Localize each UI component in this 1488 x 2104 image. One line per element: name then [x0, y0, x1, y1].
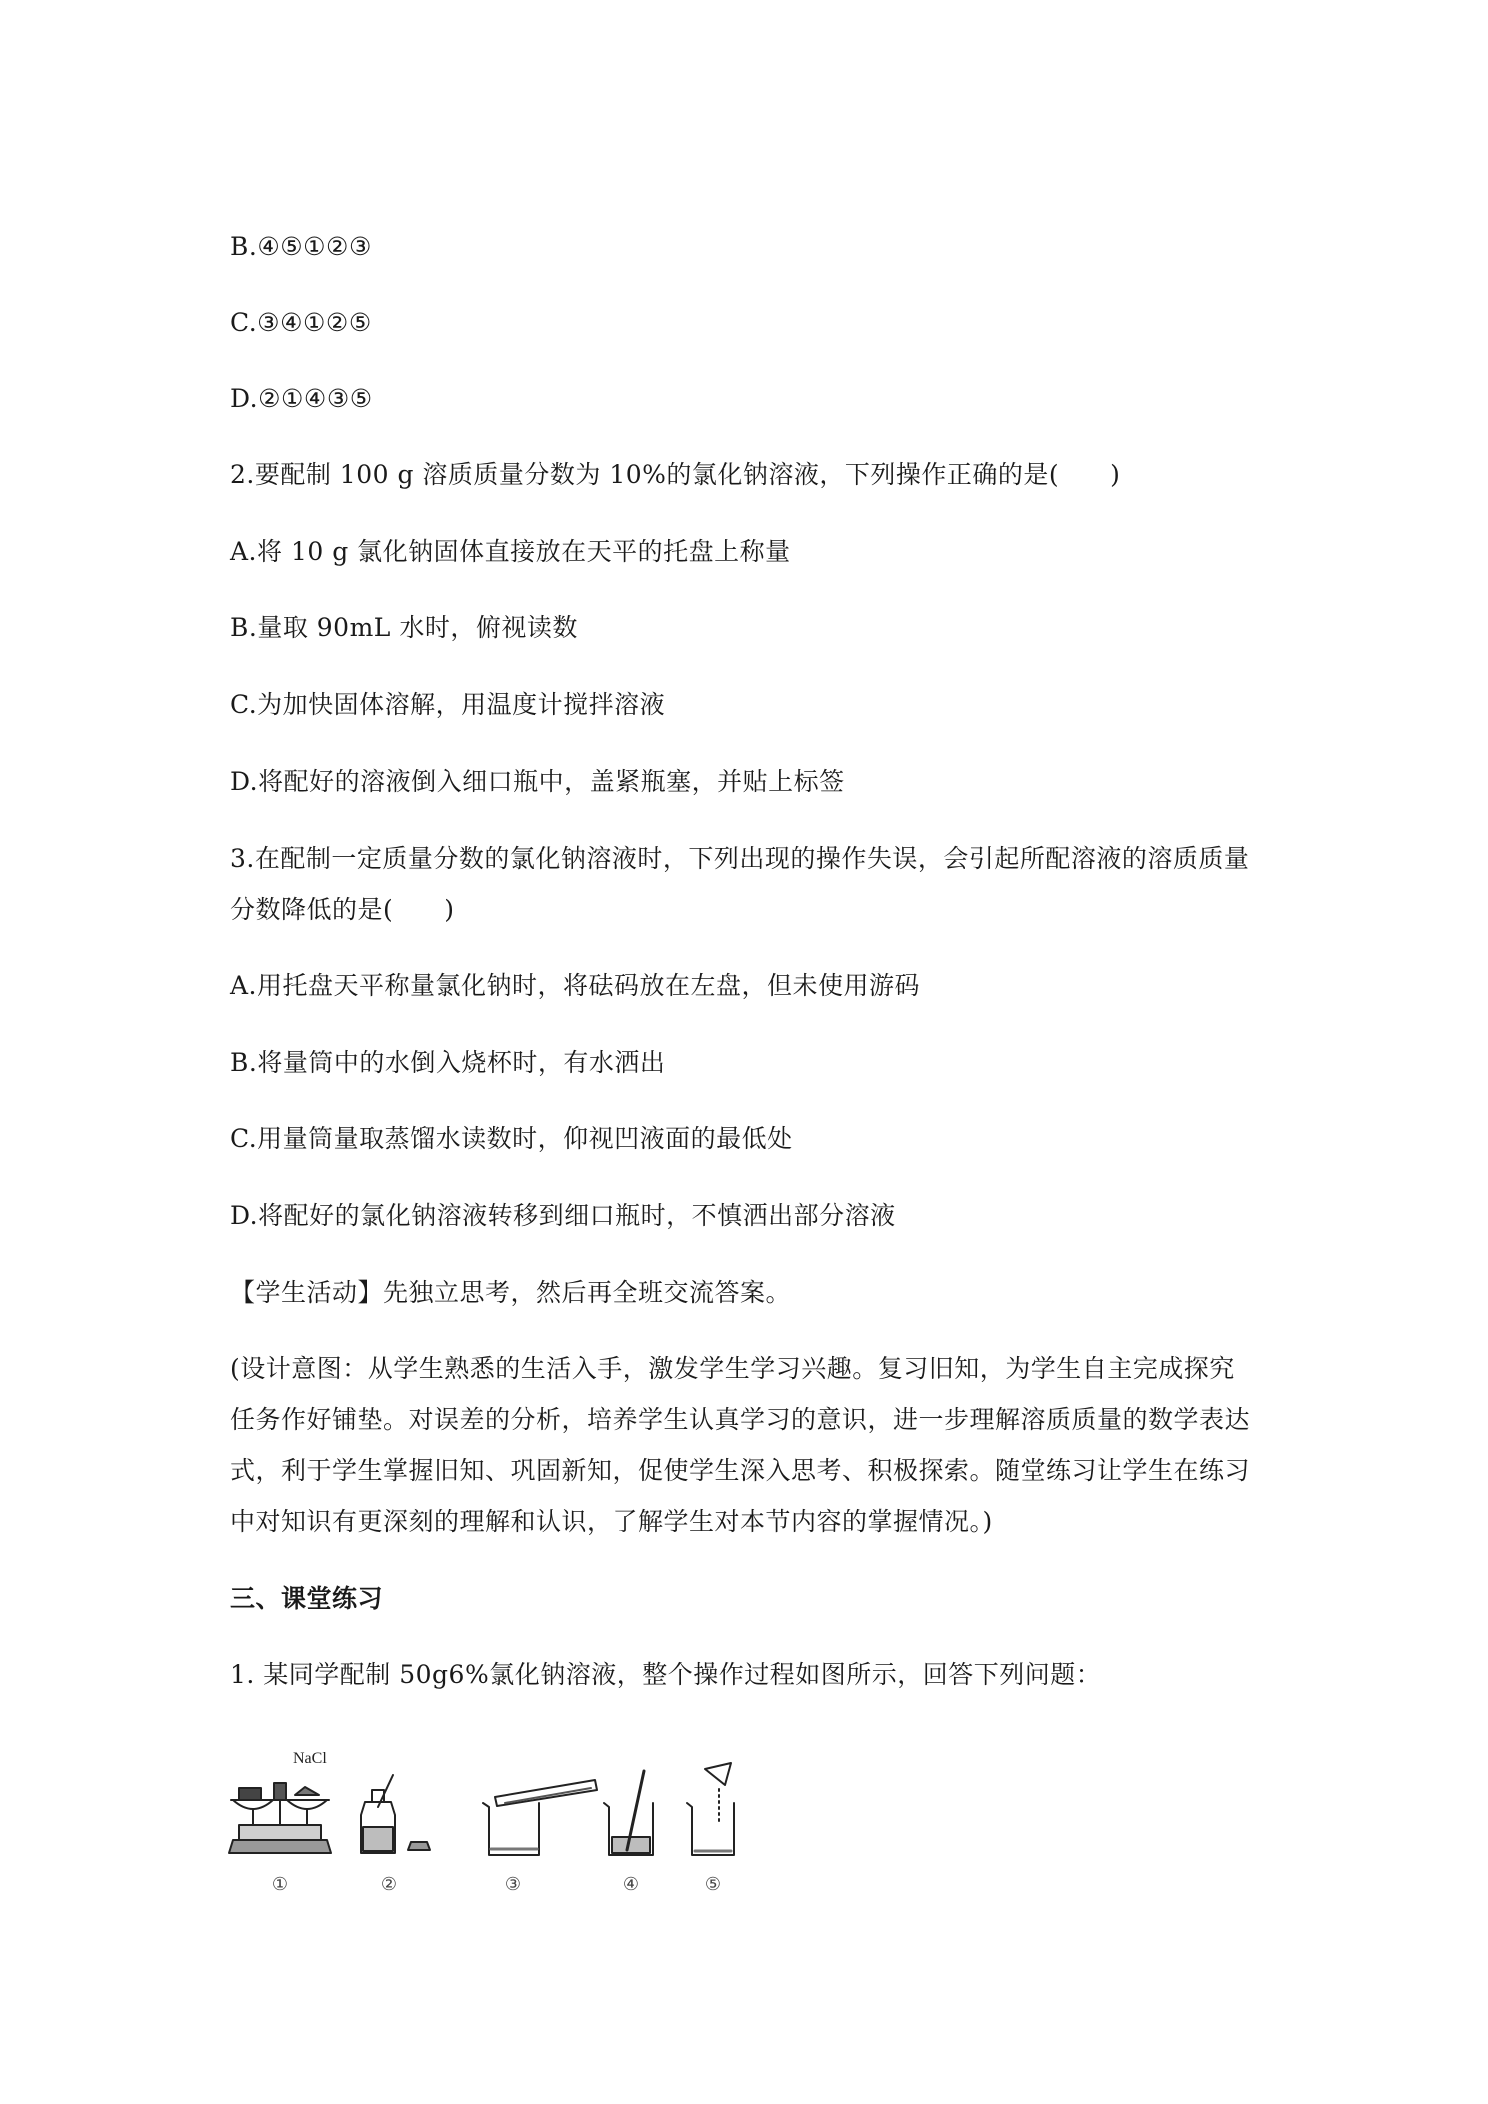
line-option-c2: C.为加快固体溶解，用温度计搅拌溶液	[230, 690, 666, 719]
section-heading-classroom-practice: 三、课堂练习	[230, 1584, 384, 1613]
beaker-adding-solid	[687, 1763, 734, 1855]
line-option-c1: C.③④①②⑤	[230, 308, 372, 337]
beaker-stirring	[604, 1771, 653, 1855]
question-3-line-1: 3.在配制一定质量分数的氯化钠溶液时，下列出现的操作失误，会引起所配溶液的溶质质量	[230, 844, 1250, 873]
step-label: ⑤	[704, 1874, 722, 1895]
design-intent-line-1: (设计意图：从学生熟悉的生活入手，激发学生学习兴趣。复习旧知，为学生自主完成探究	[230, 1354, 1235, 1383]
step-label: ①	[271, 1874, 289, 1895]
line-option-a3: A.用托盘天平称量氯化钠时，将砝码放在左盘，但未使用游码	[230, 971, 921, 1000]
line-option-b1: B.④⑤①②③	[230, 232, 372, 261]
design-intent-line-3: 式，利于学生掌握旧知、巩固新知，促使学生深入思考、积极探索。随堂练习让学生在练习	[230, 1456, 1251, 1485]
line-option-d2: D.将配好的溶液倒入细口瓶中，盖紧瓶塞，并贴上标签	[230, 767, 845, 796]
line-option-d3: D.将配好的氯化钠溶液转移到细口瓶时，不慎洒出部分溶液	[230, 1201, 896, 1230]
line-option-d1: D.②①④③⑤	[230, 384, 373, 413]
practice-question-1: 1. 某同学配制 50g6%氯化钠溶液，整个操作过程如图所示，回答下列问题：	[230, 1660, 1102, 1689]
step-label: ③	[504, 1874, 522, 1895]
reagent-bottle	[361, 1775, 430, 1853]
student-activity: 【学生活动】先独立思考，然后再全班交流答案。	[230, 1278, 792, 1307]
step-label: ④	[622, 1874, 640, 1895]
design-intent-line-4: 中对知识有更深刻的理解和认识，了解学生对本节内容的掌握情况。)	[230, 1507, 993, 1536]
solution-preparation-diagram	[225, 1745, 795, 1905]
line-option-a2: A.将 10 g 氯化钠固体直接放在天平的托盘上称量	[230, 537, 791, 566]
nacl-label: NaCl	[293, 1750, 327, 1767]
line-option-c3: C.用量筒量取蒸馏水读数时，仰视凹液面的最低处	[230, 1124, 793, 1153]
line-option-b2: B.量取 90mL 水时，俯视读数	[230, 613, 578, 642]
balance-apparatus	[229, 1783, 331, 1853]
design-intent-line-2: 任务作好铺垫。对误差的分析，培养学生认真学习的意识，进一步理解溶质质量的数学表达	[230, 1405, 1251, 1434]
beaker-pouring	[483, 1780, 597, 1855]
question-2: 2.要配制 100 g 溶质质量分数为 10%的氯化钠溶液，下列操作正确的是( )	[230, 460, 1121, 489]
question-3-line-2: 分数降低的是( )	[230, 895, 455, 924]
solution-preparation-figure	[225, 1745, 795, 1905]
line-option-b3: B.将量筒中的水倒入烧杯时，有水洒出	[230, 1048, 666, 1077]
step-label: ②	[380, 1874, 398, 1895]
